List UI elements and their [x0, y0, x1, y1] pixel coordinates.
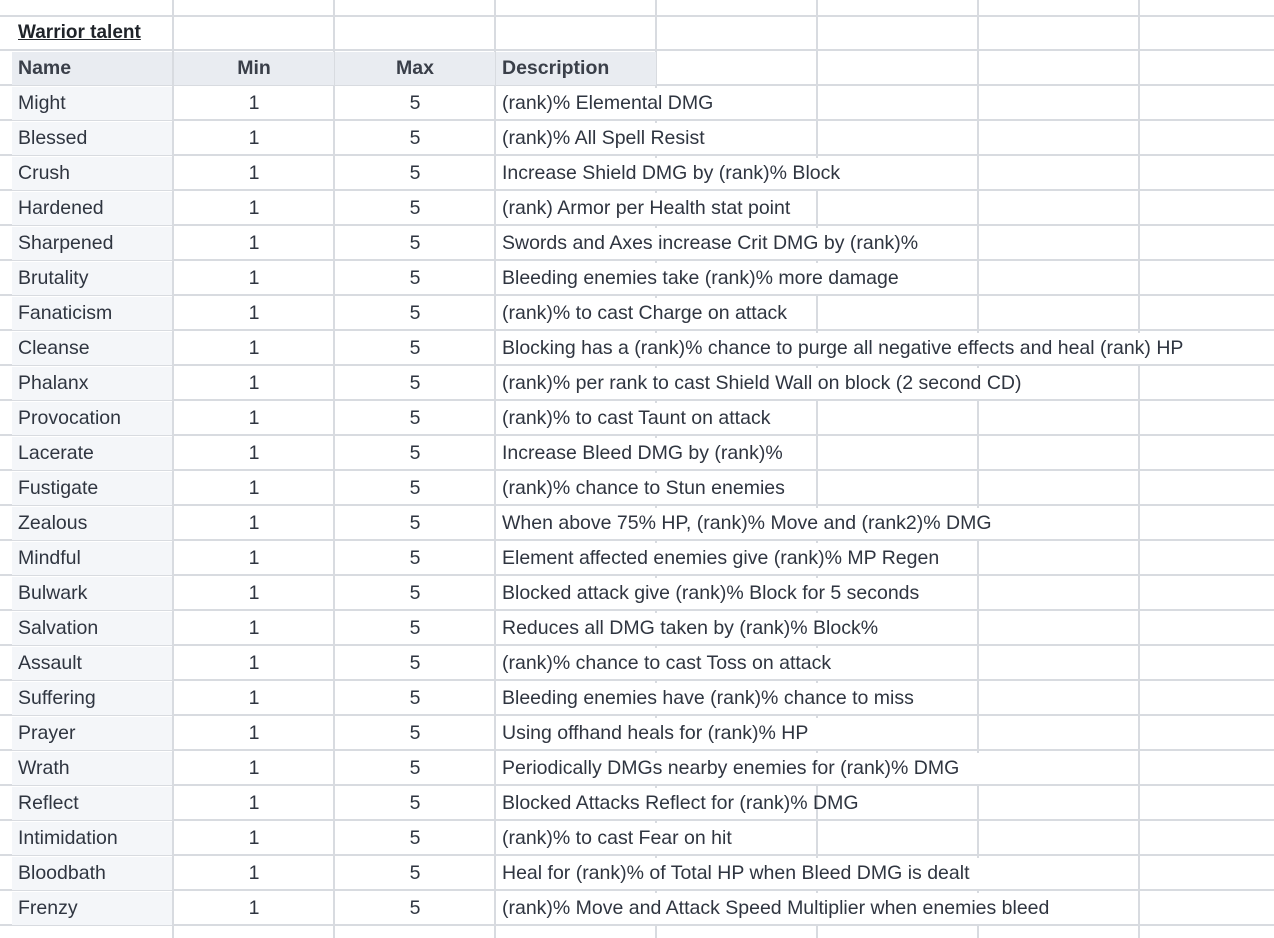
talent-name-cell[interactable]: Bulwark [18, 582, 88, 604]
talent-name-cell[interactable]: Crush [18, 162, 71, 184]
table-row[interactable] [0, 121, 1274, 156]
min-cell[interactable]: 1 [248, 162, 260, 184]
table-row[interactable] [0, 436, 1274, 471]
description-cell[interactable]: (rank)% to cast Fear on hit [502, 827, 732, 849]
header-description-label: Description [502, 57, 610, 79]
description-cell[interactable]: Element affected enemies give (rank)% MP Regen [502, 547, 940, 569]
max-cell[interactable]: 5 [409, 792, 421, 814]
table-row[interactable] [0, 751, 1274, 786]
min-cell[interactable]: 1 [248, 897, 260, 919]
header-min-label: Min [237, 57, 271, 79]
min-cell[interactable]: 1 [248, 862, 260, 884]
min-cell[interactable]: 1 [248, 827, 260, 849]
description-cell[interactable]: Using offhand heals for (rank)% HP [502, 722, 809, 744]
header-max-label: Max [396, 57, 434, 79]
talent-name-cell[interactable]: Fanaticism [18, 302, 113, 324]
description-cell[interactable]: (rank)% to cast Charge on attack [502, 302, 788, 324]
max-cell[interactable]: 5 [409, 512, 421, 534]
max-cell[interactable]: 5 [409, 582, 421, 604]
table-row[interactable] [0, 576, 1274, 611]
talent-name-cell[interactable]: Sharpened [18, 232, 114, 254]
talent-name-cell[interactable]: Mindful [18, 547, 81, 569]
table-row[interactable] [0, 331, 1274, 366]
description-cell[interactable]: (rank)% to cast Taunt on attack [502, 407, 771, 429]
talent-name-cell[interactable]: Zealous [18, 512, 88, 534]
min-cell[interactable]: 1 [248, 757, 260, 779]
min-cell[interactable]: 1 [248, 792, 260, 814]
max-cell[interactable]: 5 [409, 547, 421, 569]
table-row[interactable] [0, 261, 1274, 296]
grid-row-line [0, 15, 1274, 17]
talent-name-cell[interactable]: Blessed [18, 127, 88, 149]
max-cell[interactable]: 5 [409, 827, 421, 849]
max-cell[interactable]: 5 [409, 407, 421, 429]
table-row[interactable] [0, 191, 1274, 226]
table-row[interactable] [0, 786, 1274, 821]
talent-name-cell[interactable]: Provocation [18, 407, 121, 429]
table-row[interactable] [0, 226, 1274, 261]
talent-name-cell[interactable]: Brutality [18, 267, 89, 289]
description-cell[interactable]: Increase Bleed DMG by (rank)% [502, 442, 783, 464]
header-max[interactable] [335, 52, 495, 85]
table-row[interactable] [0, 156, 1274, 191]
description-cell[interactable]: (rank)% Move and Attack Speed Multiplier when enemies bleed [502, 897, 1050, 919]
talent-name-cell[interactable]: Frenzy [18, 897, 78, 919]
grid-row-line [0, 49, 1274, 51]
min-cell[interactable]: 1 [248, 687, 260, 709]
description-cell[interactable]: Reduces all DMG taken by (rank)% Block% [502, 617, 879, 639]
table-row[interactable] [0, 86, 1274, 121]
max-cell[interactable]: 5 [409, 92, 421, 114]
talent-name-cell[interactable]: Phalanx [18, 372, 89, 394]
header-description[interactable] [496, 52, 656, 85]
max-cell[interactable]: 5 [409, 197, 421, 219]
table-row[interactable] [0, 821, 1274, 856]
description-cell[interactable]: (rank)% Elemental DMG [502, 92, 714, 114]
min-cell[interactable]: 1 [248, 407, 260, 429]
min-cell[interactable]: 1 [248, 267, 260, 289]
description-cell[interactable]: Bleeding enemies have (rank)% chance to miss [502, 687, 914, 709]
max-cell[interactable]: 5 [409, 722, 421, 744]
max-cell[interactable]: 5 [409, 862, 421, 884]
description-cell[interactable]: (rank) Armor per Health stat point [502, 197, 791, 219]
min-cell[interactable]: 1 [248, 92, 260, 114]
min-cell[interactable]: 1 [248, 652, 260, 674]
description-cell[interactable]: (rank)% chance to Stun enemies [502, 477, 785, 499]
table-row[interactable] [0, 296, 1274, 331]
talent-name-cell[interactable]: Lacerate [18, 442, 94, 464]
description-cell[interactable]: Periodically DMGs nearby enemies for (rank)% DMG [502, 757, 960, 779]
talent-name-cell[interactable]: Hardened [18, 197, 104, 219]
talent-name-cell[interactable]: Assault [18, 652, 82, 674]
min-cell[interactable]: 1 [248, 302, 260, 324]
max-cell[interactable]: 5 [409, 372, 421, 394]
max-cell[interactable]: 5 [409, 652, 421, 674]
header-name-label: Name [18, 57, 72, 79]
description-cell[interactable]: Heal for (rank)% of Total HP when Bleed DMG is dealt [502, 862, 970, 884]
max-cell[interactable]: 5 [409, 442, 421, 464]
min-cell[interactable]: 1 [248, 477, 260, 499]
description-cell[interactable]: Swords and Axes increase Crit DMG by (rank)% [502, 232, 919, 254]
talent-name-cell[interactable]: Wrath [18, 757, 70, 779]
table-row[interactable] [0, 506, 1274, 541]
max-cell[interactable]: 5 [409, 302, 421, 324]
description-cell[interactable]: Blocking has a (rank)% chance to purge all negative effects and heal (rank) HP [502, 337, 1184, 359]
talent-name-cell[interactable]: Salvation [18, 617, 99, 639]
description-cell[interactable]: Blocked attack give (rank)% Block for 5 seconds [502, 582, 920, 604]
table-row[interactable] [0, 541, 1274, 576]
description-cell[interactable]: Blocked Attacks Reflect for (rank)% DMG [502, 792, 859, 814]
table-row[interactable] [0, 366, 1274, 401]
max-cell[interactable]: 5 [409, 477, 421, 499]
table-row[interactable] [0, 471, 1274, 506]
description-cell[interactable]: (rank)% All Spell Resist [502, 127, 705, 149]
min-cell[interactable]: 1 [248, 337, 260, 359]
talent-name-cell[interactable]: Might [18, 92, 66, 114]
header-name[interactable] [12, 52, 172, 85]
talent-name-cell[interactable]: Cleanse [18, 337, 90, 359]
table-row[interactable] [0, 401, 1274, 436]
table-row[interactable] [0, 646, 1274, 681]
min-cell[interactable]: 1 [248, 127, 260, 149]
min-cell[interactable]: 1 [248, 582, 260, 604]
min-cell[interactable]: 1 [248, 547, 260, 569]
talent-name-cell[interactable]: Fustigate [18, 477, 99, 499]
min-cell[interactable]: 1 [248, 722, 260, 744]
min-cell[interactable]: 1 [248, 197, 260, 219]
table-row[interactable] [0, 611, 1274, 646]
sheet-title[interactable]: Warrior talent [18, 22, 141, 43]
max-cell[interactable]: 5 [409, 232, 421, 254]
table-row[interactable] [0, 856, 1274, 891]
max-cell[interactable]: 5 [409, 757, 421, 779]
description-cell[interactable]: Increase Shield DMG by (rank)% Block [502, 162, 841, 184]
min-cell[interactable]: 1 [248, 512, 260, 534]
table-row[interactable] [0, 891, 1274, 926]
description-cell[interactable]: (rank)% chance to cast Toss on attack [502, 652, 832, 674]
min-cell[interactable]: 1 [248, 232, 260, 254]
min-cell[interactable]: 1 [248, 372, 260, 394]
table-row[interactable] [0, 716, 1274, 751]
description-cell[interactable]: Bleeding enemies take (rank)% more damage [502, 267, 899, 289]
talent-name-cell[interactable]: Reflect [18, 792, 79, 814]
description-cell[interactable]: When above 75% HP, (rank)% Move and (rank2)% DMG [502, 512, 992, 534]
max-cell[interactable]: 5 [409, 127, 421, 149]
max-cell[interactable]: 5 [409, 687, 421, 709]
max-cell[interactable]: 5 [409, 617, 421, 639]
min-cell[interactable]: 1 [248, 442, 260, 464]
max-cell[interactable]: 5 [409, 897, 421, 919]
max-cell[interactable]: 5 [409, 267, 421, 289]
header-min[interactable] [174, 52, 334, 85]
talent-name-cell[interactable]: Intimidation [18, 827, 118, 849]
max-cell[interactable]: 5 [409, 337, 421, 359]
table-row[interactable] [0, 681, 1274, 716]
max-cell[interactable]: 5 [409, 162, 421, 184]
min-cell[interactable]: 1 [248, 617, 260, 639]
talent-name-cell[interactable]: Bloodbath [18, 862, 106, 884]
description-cell[interactable]: (rank)% per rank to cast Shield Wall on block (2 second CD) [502, 372, 1022, 394]
talent-name-cell[interactable]: Prayer [18, 722, 76, 744]
talent-name-cell[interactable]: Suffering [18, 687, 96, 709]
